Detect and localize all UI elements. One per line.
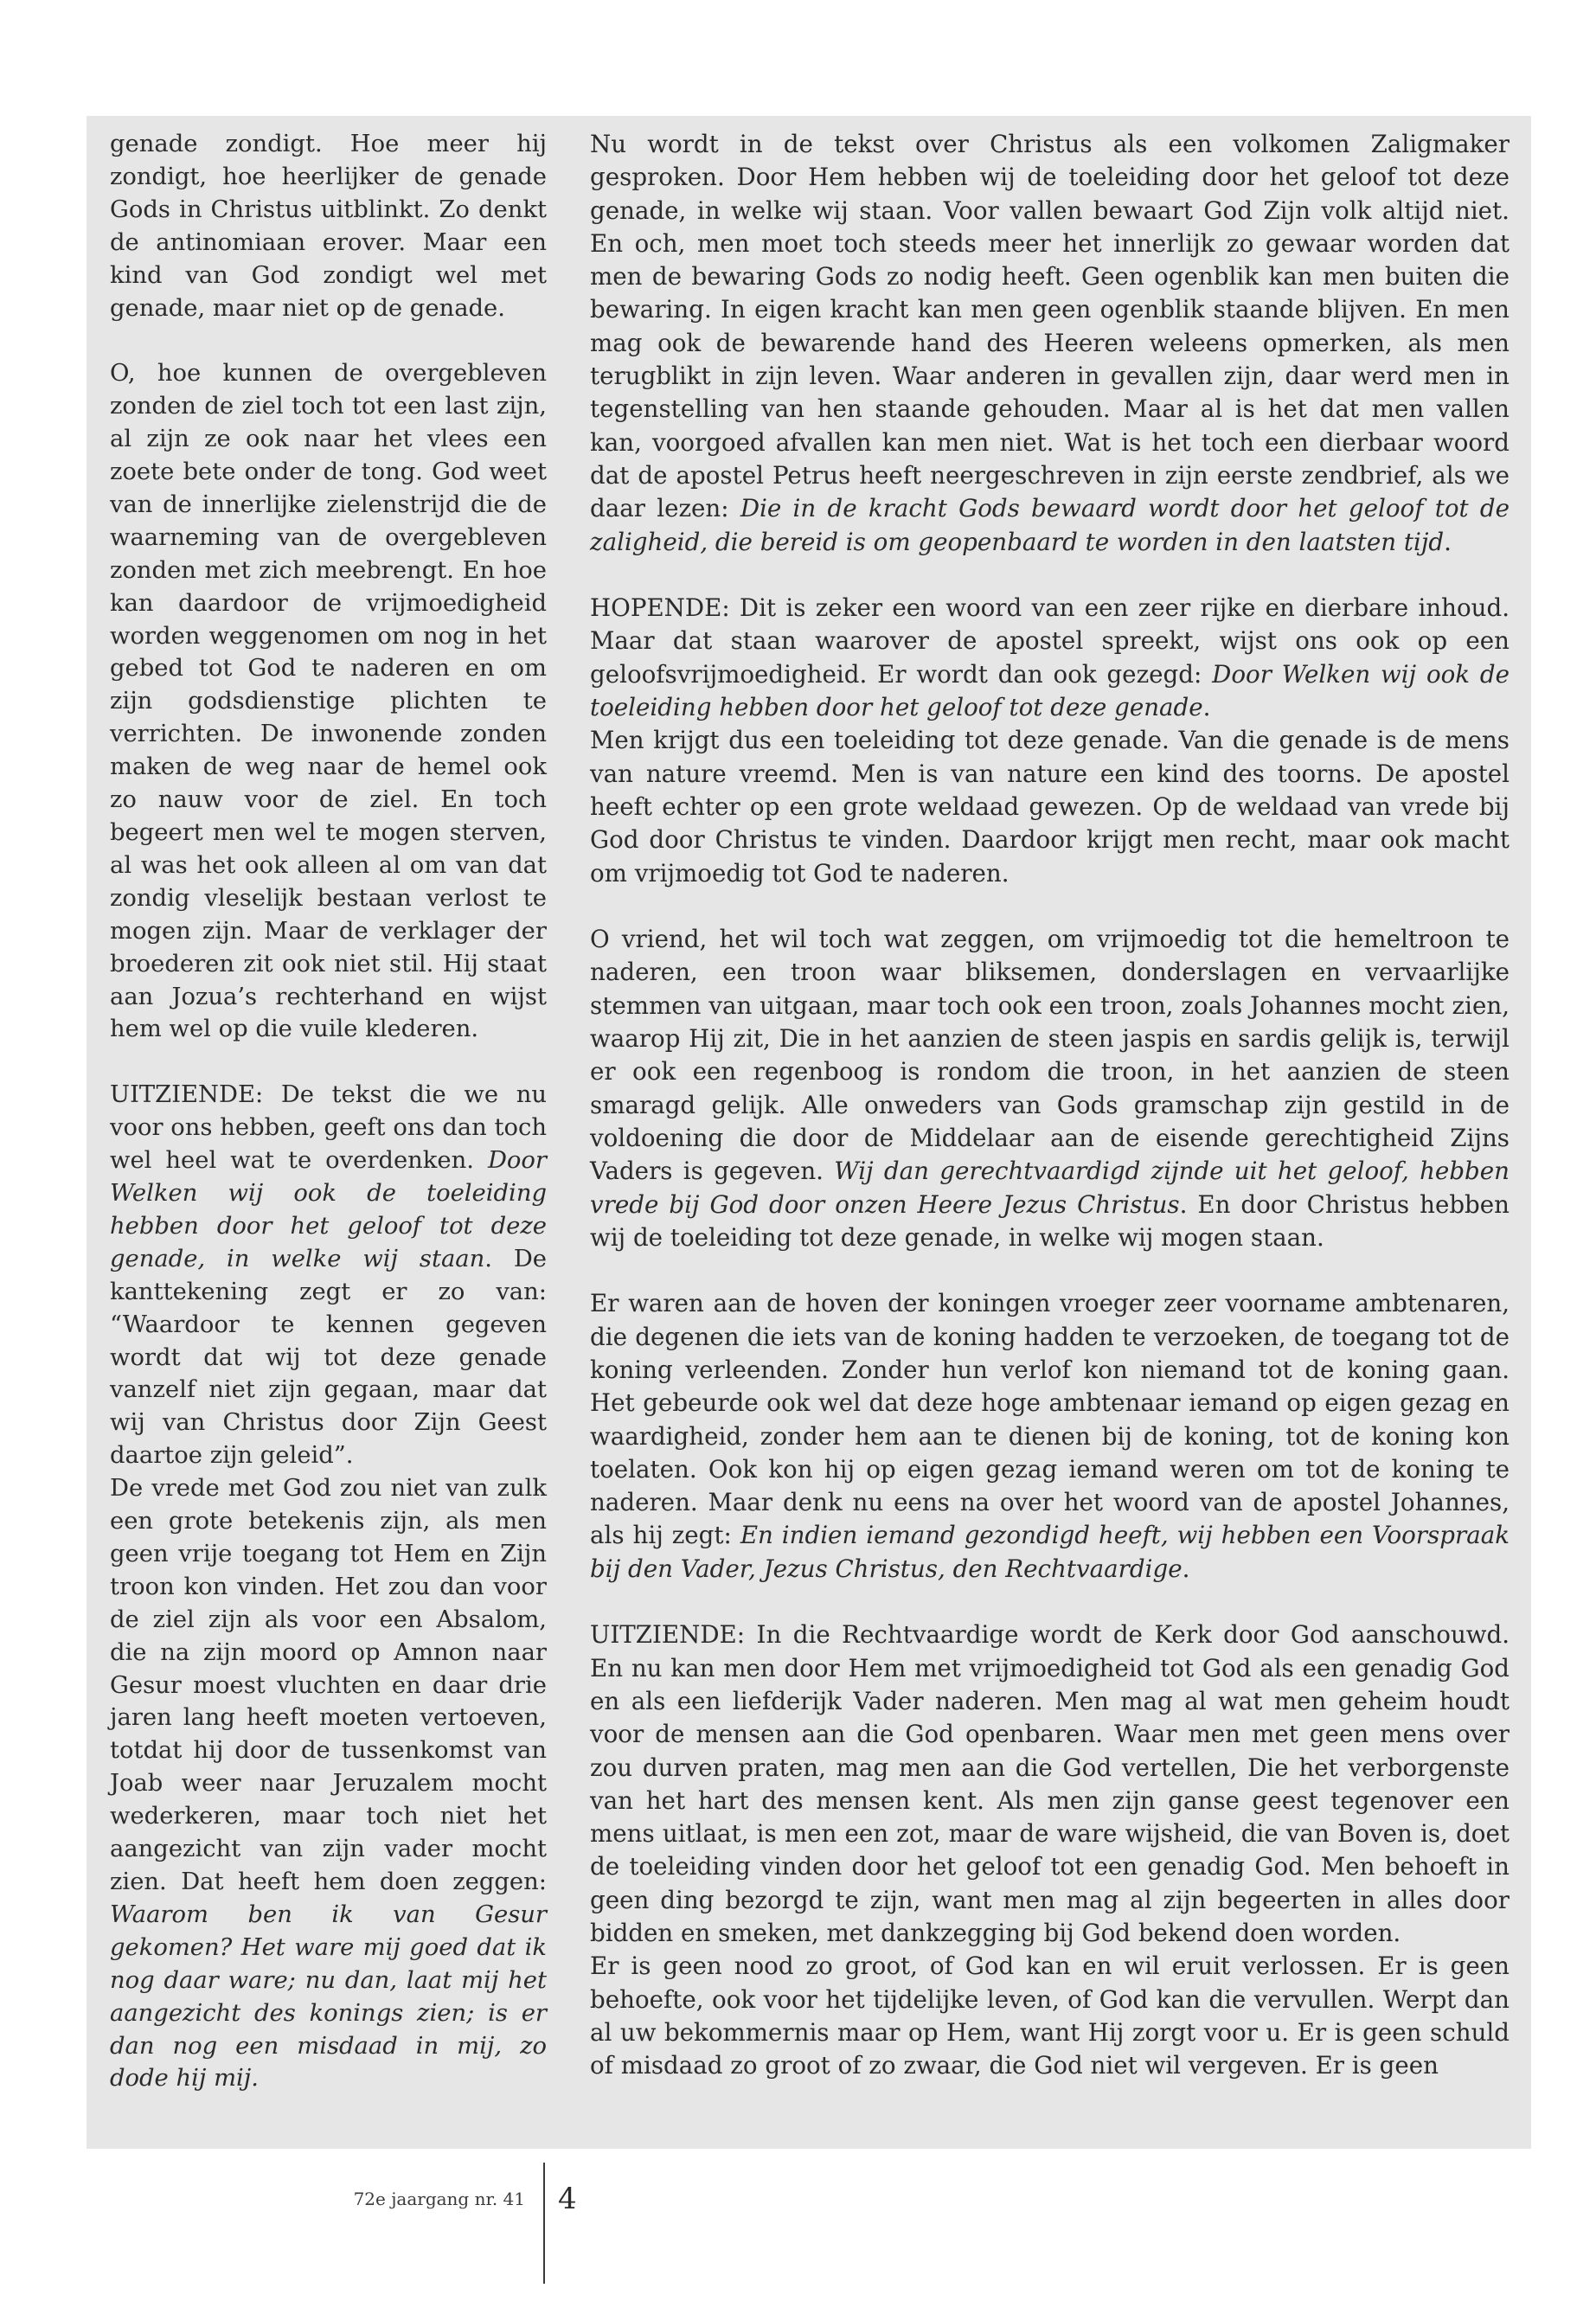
paragraph	[590, 592, 1509, 724]
paragraph-text: .	[1444, 527, 1452, 556]
paragraph-text: .	[1202, 693, 1211, 722]
scripture-quote: Door Welken wij ook de toeleiding hebben door het geloof tot deze genade	[590, 659, 1510, 722]
paragraph	[110, 1472, 547, 2095]
paragraph-text: .	[1182, 1554, 1190, 1583]
scripture-quote: Waarom ben ik van Gesur gekomen? Het ware mij goed dat ik nog daar ware; nu dan, laat mij het aangezicht des konings zien; is er dan nog een misdaad in mij, zo dode hij mij.	[110, 1900, 547, 2093]
footer-divider	[543, 2163, 545, 2284]
paragraph: Men krijgt dus een toeleiding tot deze genade. Van die genade is de mens van nature vreemd. Men is van nature een kind des toorns. De apostel heeft echter op een grote weldaad gewezen. Op de weldaad van vrede bij God door Christus te vinden. Daardoor krijgt men recht, maar ook macht om vrijmoedig tot God te naderen.	[590, 726, 1509, 888]
paragraph	[590, 128, 1509, 559]
paragraph: Er is geen nood zo groot, of God kan en wil eruit verlossen. Er is geen behoefte, ook voor het tijdelijke leven, of God kan die vervullen. Werpt dan al uw bekommernis maar op Hem, want Hij zorgt voor u. Er is geen schuld of misdaad zo groot of zo zwaar, die God niet wil vergeven. Er is geen	[590, 1952, 1509, 2080]
paragraph-text: . De kanttekening zegt er zo van: “Waardoor te kennen gegeven wordt dat wij tot deze genade vanzelf niet zijn gegaan, maar dat wij van Christus door Zijn Geest daartoe zijn geleid”.	[110, 1245, 547, 1470]
paragraph-text: Er waren aan de hoven der koningen vroeger zeer voorname ambtenaren, die degenen die iets van de koning hadden te verzoeken, de toegang tot de koning verleenden. Zonder hun verlof kon niemand tot de koning gaan. Het gebeurde ook wel dat deze hoge ambtenaar iemand op eigen gezag en waardigheid, zonder hem aan te dienen bij de koning, tot de koning kon toelaten. Ook kon hij op eigen gezag iemand weren om tot de koning te naderen. Maar denk nu eens na over het woord van de apostel Johannes, als hij zegt:	[590, 1289, 1509, 1550]
scripture-quote: Die in de kracht Gods bewaard wordt door het geloof tot de zaligheid, die bereid is om geopenbaard te worden in den laatsten tijd	[590, 494, 1509, 556]
paragraph-text: O vriend, het wil toch wat zeggen, om vrijmoedig tot die hemeltroon te naderen, een troon waar bliksemen, donderslagen en vervaarlijke stemmen van uitgaan, maar toch ook een troon, zoals Johannes mocht zien, waarop Hij zit, Die in het aanzien de steen jaspis en sardis gelijk is, terwijl er ook een regenboog is rondom die troon, in het aanzien de steen smaragd gelijk. Alle onweders van Gods gramschap zijn gestild in de voldoening die door de Middelaar aan de eisende gerechtigheid Zijns Vaders is gegeven.	[590, 925, 1509, 1186]
paragraph-text: HOPENDE: Dit is zeker een woord van een zeer rijke en dierbare inhoud. Maar dat staan waarover de apostel spreekt, wijst ons ook op een geloofsvrijmoedigheid. Er wordt dan ook gezegd:	[590, 593, 1509, 689]
page-number: 4	[558, 2182, 577, 2216]
scripture-quote: Door Welken wij ook de toeleiding hebben door het geloof tot deze genade, in welke wij staan	[110, 1147, 547, 1272]
page-footer	[0, 2163, 1596, 2292]
paragraph-text: UITZIENDE: De tekst die we nu voor ons hebben, geeft ons dan toch wel heel wat te overdenken.	[110, 1081, 547, 1175]
paragraph: genade zondigt. Hoe meer hij zondigt, hoe heerlijker de genade Gods in Christus uitblinkt. Zo denkt de antinomiaan erover. Maar een kind van God zondigt wel met genade, maar niet op de genade.	[110, 131, 547, 322]
scripture-quote: En indien iemand gezondigd heeft, wij hebben een Voorspraak bij den Vader, Jezus Christus, den Rechtvaardige	[590, 1521, 1509, 1583]
paragraph	[110, 1079, 547, 1472]
paragraph	[590, 1287, 1509, 1586]
paragraph-text: Nu wordt in de tekst over Christus als een volkomen Zaligmaker gesproken. Door Hem hebben wij de toeleiding door het geloof tot deze genade, in welke wij staan. Voor vallen bewaart God Zijn volk altijd niet. En och, men moet toch steeds meer het innerlijk zo gewaar worden dat men de bewaring Gods zo nodig heeft. Geen ogenblik kan men buiten die bewaring. In eigen kracht kan men geen ogenblik staande blijven. En men mag ook de bewarende hand des Heeren weleens opmerken, als men terugblikt in zijn leven. Waar anderen in gevallen zijn, daar werd men in tegenstelling van hen staande gehouden. Maar al is het dat men vallen kan, voorgoed afvallen kan men niet. Wat is het toch een dierbaar woord dat de apostel Petrus heeft neergeschreven in zijn eerste zendbrief, als we daar lezen:	[590, 130, 1509, 523]
paragraph	[590, 923, 1509, 1254]
issue-label: 72e jaargang nr. 41	[353, 2189, 525, 2209]
scripture-quote: Wij dan gerechtvaardigd zijnde uit het geloof, hebben vrede bij God door onzen Heere Jezus Christus	[590, 1157, 1509, 1219]
paragraph: O, hoe kunnen de overgebleven zonden de ziel toch tot een last zijn, al zijn ze ook naar het vlees een zoete bete onder de tong. God weet van de innerlijke zielenstrijd die de waarneming van de overgebleven zonden met zich meebrengt. En hoe kan daardoor de vrijmoedigheid worden weggenomen om nog in het gebed tot God te naderen en om zijn godsdienstige plichten te verrichten. De inwonende zonden maken de weg naar de hemel ook zo nauw voor de ziel. En toch begeert men wel te mogen sterven, al was het ook alleen al om van dat zondig vleselijk bestaan verlost te mogen zijn. Maar de verklager der broederen zit ook niet stil. Hij staat aan Jozua’s rechterhand en wijst hem wel op die vuile klederen.	[110, 360, 547, 1043]
paragraph-text: . En door Christus hebben wij de toeleiding tot deze genade, in welke wij mogen staan.	[590, 1189, 1509, 1252]
left-column	[110, 128, 547, 2095]
paragraph-text: De vrede met God zou niet van zulk een grote betekenis zijn, als men geen vrije toegang tot Hem en Zijn troon kon vinden. Het zou dan voor de ziel zijn als voor een Absalom, die na zijn moord op Amnon naar Gesur moest vluchten en daar drie jaren lang heeft moeten vertoeven, totdat hij door de tussenkomst van Joab weer naar Jeruzalem mocht wederkeren, maar toch niet het aangezicht van zijn vader mocht zien. Dat heeft hem doen zeggen:	[110, 1475, 547, 1895]
paragraph: UITZIENDE: In die Rechtvaardige wordt de Kerk door God aanschouwd. En nu kan men door Hem met vrijmoedigheid tot God als een genadig God en als een liefderijk Vader naderen. Men mag al wat men geheim houdt voor de mensen aan die God openbaren. Waar men met geen mens over zou durven praten, mag men aan die God vertellen, Die het verborgenste van het hart des mensen kent. Als men zijn ganse geest tegenover een mens uitlaat, is men een zot, maar de ware wijsheid, die van Boven is, doet de toeleiding vinden door het geloof tot een genadig God. Men behoeft in geen ding bezorgd te zijn, want men mag al zijn begeerten in alles door bidden en smeken, met dankzegging bij God bekend doen worden.	[590, 1620, 1509, 1948]
right-column	[590, 128, 1509, 2083]
text-panel	[87, 116, 1531, 2149]
